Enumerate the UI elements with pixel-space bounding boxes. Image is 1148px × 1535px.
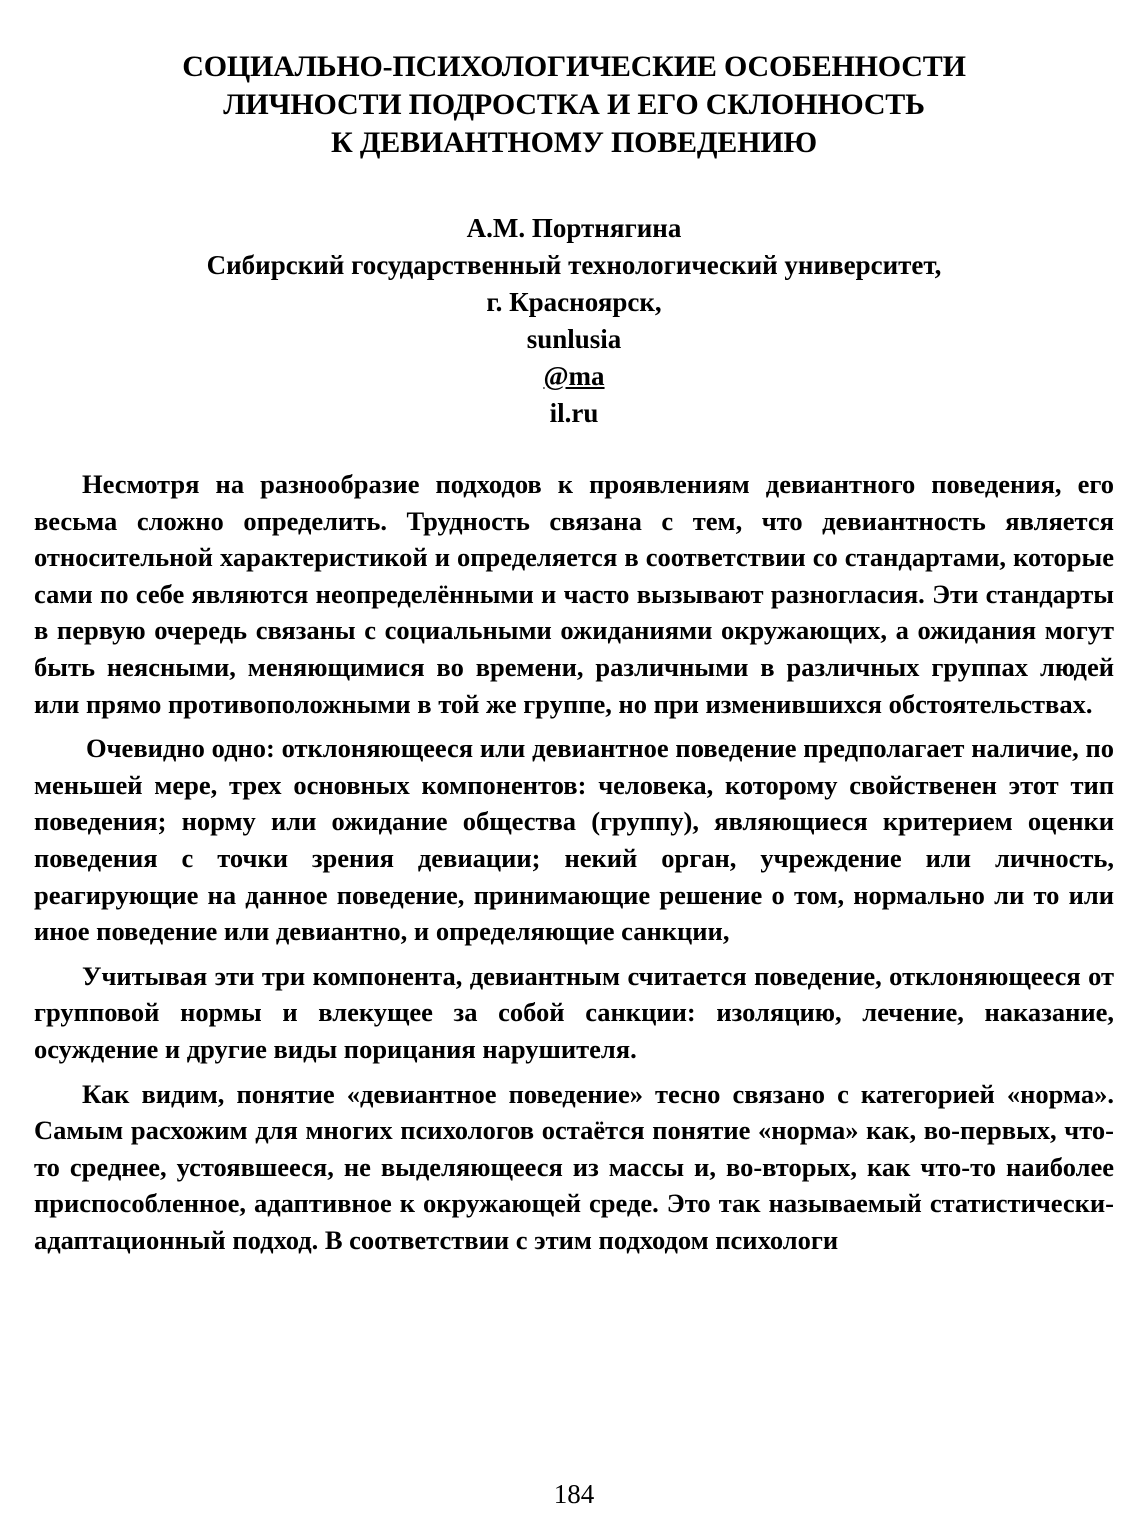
page-number: 184 [553, 1479, 595, 1509]
paragraph-3: Учитывая эти три компонента, девиантным считается поведение, отклоняющееся от групповой нормы и влекущее за собой санкции: изоляцию, лечение, наказание, осуждение и другие виды порицания нарушителя. [34, 960, 1114, 1064]
email-at: @ma [543, 361, 605, 391]
author-city: г. Красноярск, [486, 287, 662, 317]
title-line-2: ЛИЧНОСТИ ПОДРОСТКА И ЕГО СКЛОННОСТЬ [223, 88, 925, 121]
email-user: sunlusia [526, 324, 622, 354]
author-name: А.М. Портнягина [466, 213, 682, 243]
article-title [34, 48, 1114, 162]
email-domain: il.ru [549, 398, 599, 428]
paragraph-4: Как видим, понятие «девиантное поведение» тесно связано с категорией «норма». Самым расхожим для многих психологов остаётся понятие «норма» как, во-первых, что-то среднее, устоявшееся, не выделяющееся из массы и, во-вторых, как что-то наиболее приспособленное, адаптивное к окружающей среде. Это так называемый статистически-адаптационный подход. В соответствии с этим подходом психологи [34, 1078, 1114, 1255]
author-location [34, 284, 1114, 432]
author-affiliation: Сибирский государственный технологический университет, [206, 250, 942, 280]
author-email[interactable] [34, 321, 1114, 432]
title-line-1: СОЦИАЛЬНО-ПСИХОЛОГИЧЕСКИЕ ОСОБЕННОСТИ [182, 50, 966, 83]
article-page [34, 48, 1114, 1266]
paragraph-2: Очевидно одно: отклоняющееся или девиантное поведение предполагает наличие, по меньшей мере, трех основных компонентов: человека, которому свойственен этот тип поведения; норму или ожидание общества (группу), являющиеся критерием оценки поведения с точки зрения девиации; некий орган, учреждение или личность, реагирующие на данное поведение, принимающие решение о том, нормально ли то или иное поведение или девиантно, и определяющие санкции, [34, 733, 1114, 947]
title-line-3: К ДЕВИАНТНОМУ ПОВЕДЕНИЮ [331, 126, 817, 159]
article-body [34, 466, 1114, 1258]
author-block [34, 210, 1114, 432]
paragraph-1: Несмотря на разнообразие подходов к проявлениям девиантного поведения, его весьма сложно определить. Трудность связана с тем, что девиантность является относительной характеристикой и определяется в соответствии со стандартами, которые сами по себе являются неопределёнными и часто вызывают разногласия. Эти стандарты в первую очередь связаны с социальными ожиданиями окружающих, а ожидания могут быть неясными, меняющимися во времени, различными в различных группах людей или прямо противоположными в той же группе, но при изменившихся обстоятельствах. [34, 469, 1114, 719]
